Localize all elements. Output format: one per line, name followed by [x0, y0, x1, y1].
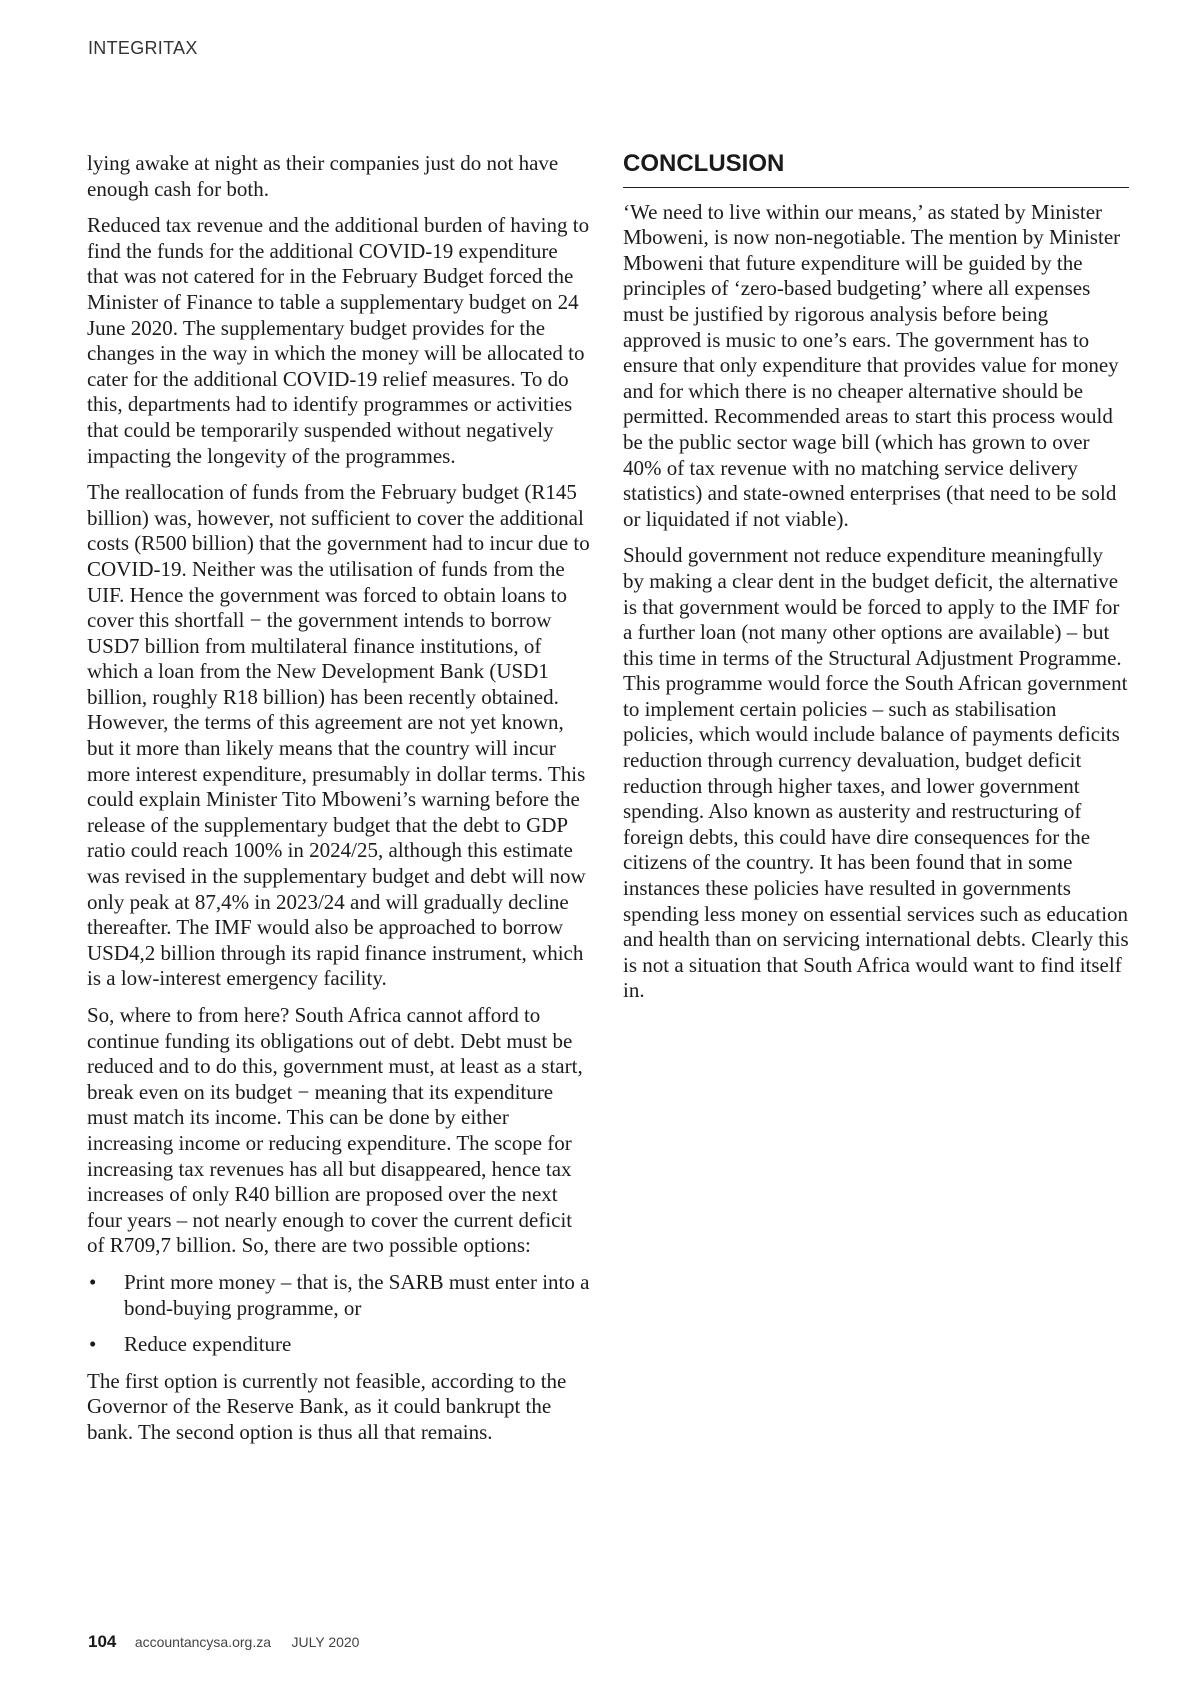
paragraph: Reduced tax revenue and the additional burden of having to find the funds for the additional COVID-19 expenditure that was not catered for in the February Budget forced the Minister of Finance to table a supplementary budget on 24 June 2020. The supplementary budget provides for the changes in the way in which the money will be allocated to cater for the additional COVID-19 relief measures. To do this, departments had to identify programmes or activities that could be temporarily suspended without negatively impacting the longevity of the programmes. [87, 213, 590, 468]
bullet-icon: • [89, 1269, 97, 1294]
options-list [87, 1270, 594, 1358]
paragraph: ‘We need to live within our means,’ as stated by Minister Mboweni, is now non-negotiable. The mention by Minister Mboweni that future expenditure will be guided by the principles of ‘zero-based budgeting’ where all expenses must be justified by rigorous analysis before being approved is music to one’s ears. The government has to ensure that only expenditure that provides value for money and for which there is no cheaper alternative should be permitted. Recommended areas to start this process would be the public sector wage bill (which has grown to over 40% of tax revenue with no matching service delivery statistics) and state-owned enterprises (that need to be sold or liquidated if not viable). [623, 199, 1121, 531]
paragraph: Should government not reduce expenditure meaningfully by making a clear dent in the budget deficit, the alternative is that government would be forced to apply to the IMF for a further loan (not many other options are available) – but this time in terms of the Structural Adjustment Programme. This programme would force the South African government to implement certain policies – such as stabilisation policies, which would include balance of payments deficits reduction through currency devaluation, budget deficit reduction through higher taxes, and lower government spending. Also known as austerity and restructuring of foreign debts, this could have dire consequences for the citizens of the country. It has been found that in some instances these policies have resulted in governments spending less money on essential services such as education and health than on servicing international debts. Clearly this is not a situation that South Africa would want to find itself in. [623, 543, 1129, 1003]
section-heading: CONCLUSION [623, 151, 1129, 188]
website-url: accountancysa.org.za [134, 1634, 272, 1650]
paragraph: The first option is currently not feasible, according to the Governor of the Reserve Bank, as it could bankrupt the bank. The second option is thus all that remains. [87, 1368, 567, 1444]
left-column [87, 151, 594, 1457]
issue-date: JULY 2020 [291, 1634, 360, 1650]
list-item [87, 1332, 594, 1358]
paragraph: So, where to from here? South Africa cannot afford to continue funding its obligations out of debt. Debt must be reduced and to do this, government must, at least as a start, break even on its budget − meaning that its expenditure must match its income. This can be done by either increasing income or reducing expenditure. The scope for increasing tax revenues has all but disappeared, hence tax increases of only R40 billion are proposed over the next four years – not nearly enough to cover the current deficit of R709,7 billion. So, there are two possible options: [87, 1003, 583, 1258]
bullet-icon: • [89, 1332, 97, 1357]
right-column [623, 151, 1129, 1015]
publication-header: INTEGRITAX [88, 38, 198, 58]
page-number: 104 [88, 1632, 117, 1651]
list-item-text: Reduce expenditure [124, 1332, 292, 1357]
paragraph: lying awake at night as their companies just do not have enough cash for both. [87, 151, 559, 201]
list-item-text: Print more money – that is, the SARB must enter into a bond-buying programme, or [124, 1269, 590, 1320]
page-footer [88, 1632, 375, 1652]
list-item [87, 1270, 594, 1321]
paragraph: The reallocation of funds from the February budget (R145 billion) was, however, not sufficient to cover the additional costs (R500 billion) that the government had to incur due to COVID-19. Neither was the utilisation of funds from the UIF. Hence the government was forced to obtain loans to cover this shortfall − the government intends to borrow USD7 billion from multilateral finance institutions, of which a loan from the New Development Bank (USD1 billion, roughly R18 billion) has been recently obtained. However, the terms of this agreement are not yet known, but it more than likely means that the country will incur more interest expenditure, presumably in dollar terms. This could explain Minister Tito Mboweni’s warning before the release of the supplementary budget that the debt to GDP ratio could reach 100% in 2024/25, although this estimate was revised in the supplementary budget and debt will now only peak at 87,4% in 2023/24 and will gradually decline thereafter. The IMF would also be approached to borrow USD4,2 billion through its rapid finance instrument, which is a low-interest emergency facility. [87, 480, 590, 991]
